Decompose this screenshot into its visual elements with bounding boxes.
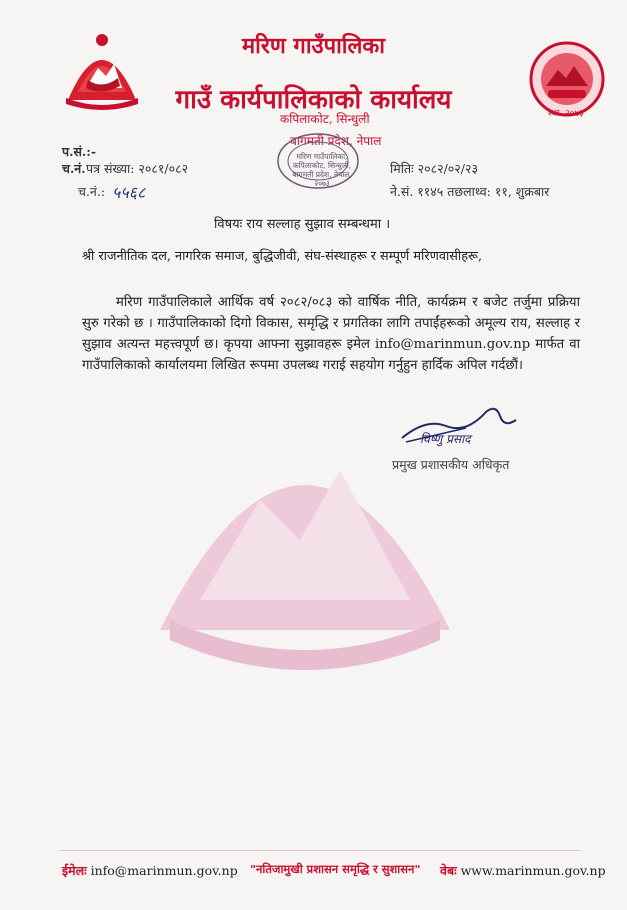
cn-value: ५५६८: [112, 183, 146, 202]
letter-no-label: च.नं.: [62, 161, 86, 176]
footer-web-value[interactable]: www.marinmun.gov.np: [460, 863, 606, 878]
footer-slogan: "नतिजामुखी प्रशासन समृद्धि र सुशासन": [250, 862, 421, 876]
salutation: श्री राजनीतिक दल, नागरिक समाज, बुद्धिजीवी, संघ-संस्थाहरू र सम्पूर्ण मरिणवासीहरू,: [82, 249, 483, 264]
footer-email-label: ईमेलः: [62, 863, 87, 878]
cn-label: च.नं.:: [78, 184, 106, 199]
fiscal-label: पत्र संख्या: २०८१/०८२: [86, 161, 189, 176]
date-label: मितिः २०८२/०२/२३: [390, 161, 478, 176]
footer-email: [62, 862, 238, 879]
ps-label: प.सं.:-: [62, 144, 97, 159]
ns-label: ने.सं. ११४५ तछलाथ्व: ११, शुक्रबार: [390, 184, 550, 199]
subject: विषयः राय सल्लाह सुझाव सम्बन्धमा ।: [214, 217, 391, 232]
seal-text: मरिण गाउँपालिका, कपिलाकोट, सिन्धुली, बागमती प्रदेश, नेपाल, २०७३: [292, 152, 352, 188]
footer-web-label: वेबः: [440, 863, 457, 878]
address-line1: कपिलाकोट, सिन्धुली: [280, 112, 370, 126]
footer-web: [440, 862, 606, 879]
org-name: मरिण गाउँपालिका: [242, 33, 385, 59]
footer-email-value[interactable]: info@marinmun.gov.np: [90, 863, 238, 878]
footer-divider: [60, 850, 580, 851]
body-paragraph: मरिण गाउँपालिकाले आर्थिक वर्ष २०८२/०८३ को वार्षिक नीति, कार्यक्रम र बजेट तर्जुमा प्रक्रिया सुरु गरेको छ । गाउँपालिकाको दिगो विकास, समृद्धि र प्रगतिका लागि तपाईंहरूको अमूल्य राय, सल्लाह र सुझाव अत्यन्त महत्त्वपूर्ण छ। कृपया आफ्ना सुझावहरू इमेल info@marinmun.gov.np मार्फत वा गाउँपालिकाको कार्यालयमा लिखित रूपमा उपलब्ध गराई सहयोग गर्नुहुन हार्दिक अपिल गर्दछौं।: [82, 295, 580, 373]
emblem-year: स्था. २०७३: [548, 109, 584, 119]
signatory-title: प्रमुख प्रशासकीय अधिकृत: [392, 457, 510, 472]
address-line2: बागमती प्रदेश, नेपाल: [290, 134, 382, 148]
office-name: गाउँ कार्यपालिकाको कार्यालय: [175, 85, 452, 115]
signatory-name: विष्णु प्रसाद: [420, 432, 471, 446]
